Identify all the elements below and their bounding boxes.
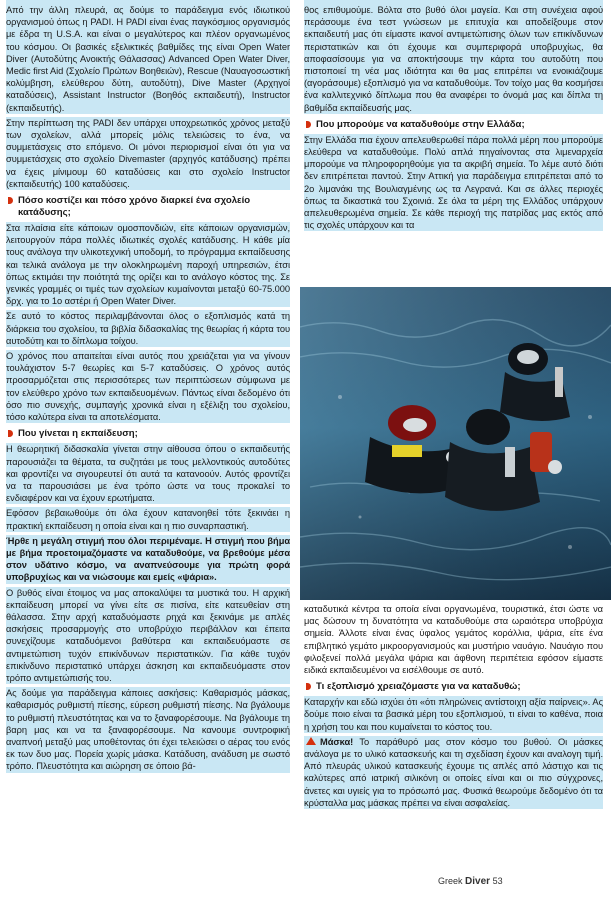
mask-text: Το παράθυρό μας στον κόσμο του βυθού. Οι μάσκες ανάλογα με το υλικό κατασκευής και τη σχεδίαση έχουν και αναλογη τιμή. Από πλευράς υλικού κατασκευής έχουμε τις απλές από λάστιχο και τις καλύτερες από ιατρική σιλικόνη οι οποίες είναι και οι πιο σύγχρονες, άνετες και υγιείς για το πρόσωπό μας. Φυσικά θεωρούμε δεδομένο ότι τα κρύσταλλα μας μάσκας πρέπει να είναι ασφαλείας.: [304, 736, 603, 808]
heading-bullet-icon: [8, 197, 13, 204]
padi-time-paragraph: Στην περίπτωση της PADI δεν υπάρχει υποχρεωτικός χρόνος μεταξύ των σχολείων, αλλά μπορείς μόλις τελειώσεις το ένα, να συμμετάσχεις στο επόμενο. Οι μόνοι περιορισμοί είναι ότι για να συμμετάσχεις στο σχολείο Divemaster (αρχηγός κατάδυσης) πρέπει να έχεις μίνιμουμ 60 καταδύσεις και στο σχολείο Instructor (εκπαιδευτής) 100 καταδύσεις.: [6, 117, 290, 189]
mask-label: Μάσκα!: [320, 736, 354, 747]
dive-greece-heading: [304, 119, 603, 131]
right-column-top: [300, 0, 611, 287]
exercises-paragraph: Ας δούμε για παράδειγμα κάποιες ασκήσεις: Καθαρισμός μάσκας, καθαρισμός ρυθμιστή πίεσης, εύρεση ρυθμιστή πίεσης. Να βγάλουμε το ρυθμιστή πλευστότητας και να το ξαναφορέσουμε. Να βγάλουμε τη βαρη μας και να τα ξαναφορέσουμε. Να κανουμε συντροφική αναπνοή μεταξύ μας υποθέτοντας ότι έχει τελειώσει ο αέρας του ενός εκ των δυο μας. Πορεία χωρίς μάσκα. Κατάδυση, ανάδυση με σωστό τρόπο. Πλευστότητα και αιώρηση σε όποιο βά-: [6, 688, 290, 772]
divers-photo-image: [300, 287, 611, 600]
dive-centers-paragraph: καταδυτικά κέντρα τα οποία είναι οργανωμένα, τουριστικά, έτσι ώστε να μας δώσουν τη δυνατότητα να καταδυθούμε στα ωραιότερα υποβρύχια σημεία. Άλλοτε είναι ένας ύφαλος γεμάτος κοράλλια, ψάρια, είτε ένα επιβλητικό γεμάτο μικροοργανισμούς και μυστήριο ναυάγιο. Ναυάγιο που φιλοξενεί πολλά μεγάλα ψάρια και άφθονη περιπέτεια εφόσον είμαστε ειδικά εκπαιδευμένοι να εισέλθουμε σε αυτό.: [304, 604, 603, 676]
left-column: [0, 0, 296, 776]
seabed-paragraph: Ο βυθός είναι έτοιμος να μας αποκαλύψει τα μυστικά του. Η αρχική εκπαίδευση μπορεί να γίνει είτε σε πισίνα, είτε κατευθείαν στη θάλασσα. Στην αρχή καταδυόμαστε ρηχά και ξεκινάμε με απλές ασκήσεις προσαρμογής στο υποβρύχιο περιβάλλον και έπειτα συνεχίζουμε καταδυόμενοι βαθύτερα και εκπαιδευόμαστε σε αντιμετώπιση τυχόν επικίνδυνων περιστατικών. Για κάθε τυχόν επικίνδυνο περιστατικό υπάρχει άσκηση και εκπαιδευόμαστε στον τρόπο αντιμετώπισής του.: [6, 587, 290, 683]
heading-text: Τι εξοπλισμό χρειαζόμαστε για να καταδυθώ;: [316, 681, 521, 693]
equipment-heading: [304, 681, 603, 693]
heading-text: Πόσο κοστίζει και πόσο χρόνο διαρκεί ένα σχολείο κατάδυσης;: [18, 195, 251, 219]
page-number: 53: [492, 876, 503, 886]
big-moment-paragraph: Ήρθε η μεγάλη στιγμή που όλοι περιμέναμε. Η στιγμή που βήμα με βήμα προετοιμαζόμαστε να καταδυθούμε, να βρεθούμε μέσα στον υδάτινο κόσμο, να αναπνεύσουμε για πρώτη φορά υποβρυχίως και να νιώσουμε και εμείς «ψάρια».: [6, 535, 290, 583]
heading-bullet-icon: [306, 121, 311, 128]
heading-text: Που μπορούμε να καταδυθούμε στην Ελλάδα;: [316, 118, 525, 130]
footer-prefix: Greek: [438, 876, 463, 886]
depth-paragraph: θος επιθυμούμε. Βόλτα στο βυθό όλοι μαγεία. Και στη συνέχεια αφού περάσουμε ένα τεστ γνώσεων με επιτυχία και αποδείξουμε στον εκπαιδευτή μας ότι είμαστε ικανοί αντιμετώπισης όλων των επικίνδυνων περιστατικών και ότι έχουμε και συμπεριφορά υποβρυχίως, θα αποφασίσουμε για να αποκτήσουμε την κάρτα του αυτοδύτη που πιστοποιεί τη νέα μας ιδιότητα και θα μας επιτρέπει να ενοικιάζουμε (αγοράσουμε) εξοπλισμό για να καταδυθούμε. Τον τοίχο μας θα κοσμήσει ένα καλλιτεχνικό δίπλωμα που θα αναφέρει το όνομά μας και δίπλα τη βαθμίδα εκπαίδευσής μας.: [304, 0, 603, 114]
heading-bullet-icon: [306, 683, 311, 690]
heading-text: Που γίνεται η εκπαίδευση;: [18, 428, 138, 440]
footer-brand: Diver: [465, 876, 491, 887]
heading-bullet-icon: [8, 430, 13, 437]
practice-paragraph: Εφόσον βεβαιωθούμε ότι όλα έχουν κατανοηθεί τότε ξεκινάει η πρακτική εκπαίδευση η οποία είναι και η πιο συναρπαστική.: [6, 508, 290, 531]
mask-paragraph: [304, 736, 603, 809]
cost-duration-heading: [6, 195, 290, 219]
greece-paragraph: Στην Ελλάδα πια έχουν απελευθερωθεί πάρα πολλά μέρη που μπορούμε ελεύθερα να καταδυθούμε. Πολύ απλά πηγαίνοντας στα λιμεναρχεία μπορούμε να πληροφορηθούμε για τα ακριβή σημεία. Το λέμε αυτό διότι δεν επιτρέπεται παντού. Στην Αττική για παράδειγμα επιτρέπεται από το 2ο λιμανάκι της Βουλιαγμένης ως τα Λεγρανά. Και σε άλλες περιοχές όπως τα δικαστικά του Σχοινιά. Σε όλα τα μέρη της Ελλάδος υπάρχουν απελευθερωμένα σημεία. Σε κάθε περιοχή της πατρίδας μας εκτός από τις σχολές υπάρχουν και τα: [304, 134, 603, 231]
time-paragraph: Ο χρόνος που απαιτείται είναι αυτός που χρειάζεται για να γίνουν τουλάχιστον 5-7 θεωρίες και 5-7 καταδύσεις. Ο χρόνος αυτός προσαρμόζεται στις περισσότερες των περιπτώσεων σύμφωνα με τον ελεύθερο χρόνο των εκπαιδευομένων. Πάντως είναι δεδομένο ότι όσο πιο συνεχής, συμπαγής χρονικά είναι η εξέλιξη του σχολείου, τόσο καλύτερα είναι τα αποτελέσματα.: [6, 351, 290, 423]
where-training-heading: [6, 428, 290, 440]
theory-paragraph: Η θεωρητική διδασκαλία γίνεται στην αίθουσα όπου ο εκπαιδευτής παρουσιάζει τα θέματα, τα συζητάει με τους μελλοντικούς αυτοδύτες και φροντίζει να σιγουρευτεί ότι αυτά τα κατανοούν. Αυτός φροντίζει να τα παρουσιάσει με ένα τρόπο ώστε να τους προκαλεί το ενδιαφέρον και να έχουν ερωτήματα.: [6, 444, 290, 504]
divers-photo: [300, 287, 611, 600]
page-footer: [438, 876, 503, 887]
right-column-bottom: [300, 600, 611, 872]
intro-padi-paragraph: Από την άλλη πλευρά, ας δούμε το παράδειγμα ενός ιδιωτικού οργανισμού όπως η PADI. Η PADI είναι ένας παγκόσμιος οργανισμός με έδρα τη U.S.A. και είναι ο μεγαλύτερος και πλέον οργανωμένος του κόσμου. Οι βασικές εξελικτικές βαθμίδες της είναι Open Water Diver (Αυτοδύτης Ανοικτής Θάλασσας) Advanced Open Water Diver, Medic first Aid (Σχολείο Πρώτων Βοηθειών), Rescue (Ναυαγοσωστική κολύμβηση, ελεύθερου δύτη, αυτοδύτη), Dive Master (Αρχηγοί καταδύσεις), Assistant Instructor (Βοηθός εκπαιδευτή), Instructor (εκπαιδευτής).: [6, 0, 290, 114]
cost-includes-paragraph: Σε αυτό το κόστος περιλαμβάνονται όλος ο εξοπλισμός κατά τη διάρκεια του σχολείου, τα βιβλία διδασκαλίας της θεωρίας ή κάρτα του αυτοδύτη και το δίπλωμα τοίχου.: [6, 311, 290, 346]
cost-paragraph: Στα πλαίσια είτε κάποιων ομοσπονδιών, είτε κάποιων οργανισμών, λειτουργούν πάρα πολλές ιδιωτικές σχολές κατάδυσης. Η κάθε μία τους ανάλογα την υλικοτεχνική υποδομή, το πρόγραμμα εκπαίδευσης και τελικά ανάλογα με την ολοκληρωμένη παροχή υπηρεσιών, έτσι όπως εκτιμάει την ποιότητά της ορίζει και το ανάλογο κόστος της. Σε γενικές γραμμές οι τιμές των σχολείων κυμαίνονται μεταξύ 60-75.000 δρχ. για το 1ο αστέρι ή Open Water Diver.: [6, 223, 290, 307]
equipment-intro-paragraph: Καταρχήν και εδώ ισχύει ότι «ότι πληρώνεις αντίστοιχη αξία παίρνεις». Ας δούμε ποιο είναι τα βασικά μέρη του εξοπλισμού, τι είναι το καθένα, ποια η χρήση του και που κυμαίνεται το κόστος του.: [304, 697, 603, 732]
triangle-bullet-icon: [306, 737, 316, 745]
